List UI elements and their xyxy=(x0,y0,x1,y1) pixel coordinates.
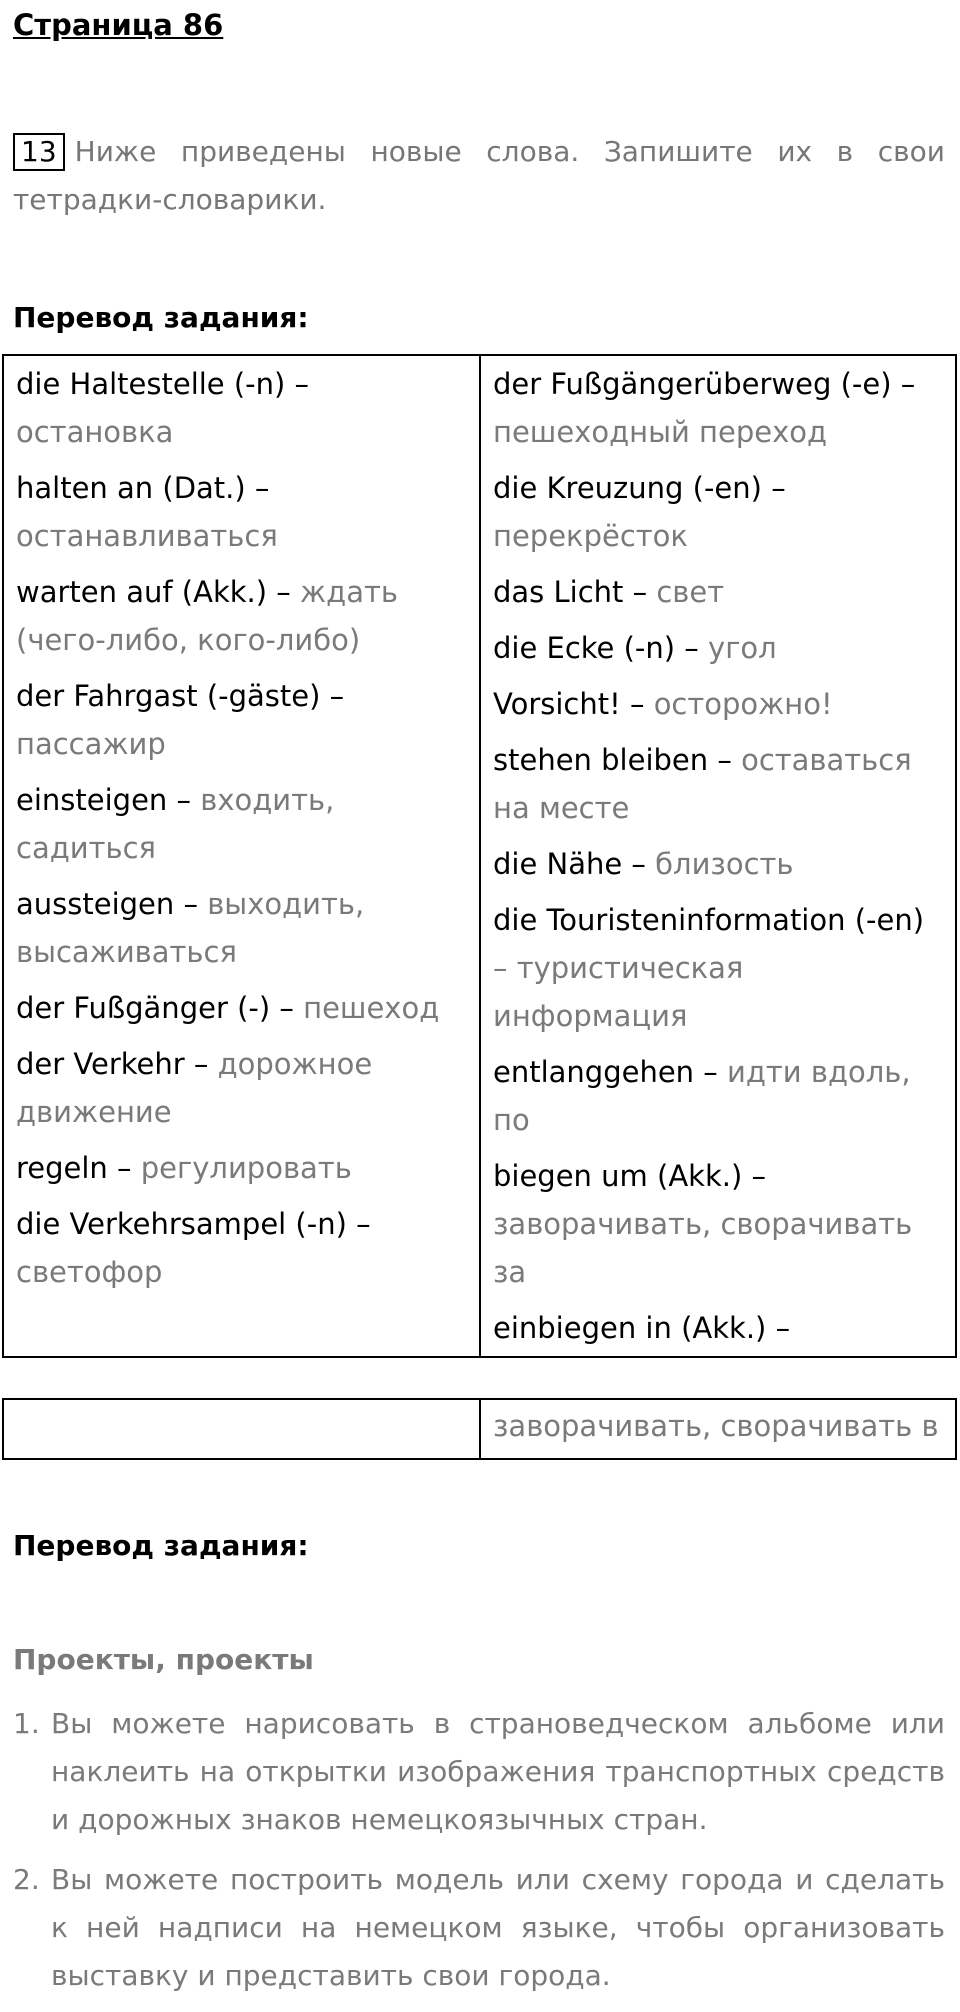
vocab-entry xyxy=(16,460,469,564)
russian-translation: ждать (чего-либо, кого-либо) xyxy=(16,575,398,657)
continuation-cell: заворачивать, сворачивать в xyxy=(480,1399,956,1459)
russian-translation: останавливаться xyxy=(16,519,278,553)
german-word: halten an (Dat.) – xyxy=(16,471,270,505)
vocab-column-right xyxy=(480,355,956,1357)
vocab-column-left xyxy=(3,355,480,1357)
list-text: Вы можете построить модель или схему города и сделать к ней надписи на немецком языке, чтобы организовать выставку и представить свои города. xyxy=(51,1863,945,1992)
russian-translation: – туристическая информация xyxy=(493,951,744,1033)
vocab-entry xyxy=(16,668,469,772)
task-word: новые xyxy=(370,135,462,168)
task-word: Ниже xyxy=(74,135,157,168)
task-word: свои xyxy=(877,135,945,168)
task-line-1 xyxy=(13,128,945,176)
russian-translation: пассажир xyxy=(16,727,166,761)
translation-heading: Перевод задания: xyxy=(13,1529,309,1562)
vocab-entry xyxy=(16,564,469,668)
german-word: biegen um (Akk.) – xyxy=(493,1159,766,1193)
german-word: der Verkehr – xyxy=(16,1047,209,1081)
vocab-entry xyxy=(493,564,945,620)
vocabulary-table xyxy=(2,354,957,1358)
german-word: warten auf (Akk.) – xyxy=(16,575,291,609)
empty-cell xyxy=(3,1399,480,1459)
german-word: die Haltestelle (-n) – xyxy=(16,367,310,401)
page-title: Страница 86 xyxy=(13,8,224,42)
russian-translation: заворачивать, сворачивать за xyxy=(493,1207,913,1289)
vocab-entry xyxy=(16,1036,469,1140)
projects-list xyxy=(13,1700,945,2012)
russian-translation: близость xyxy=(655,847,794,881)
task-word: приведены xyxy=(180,135,346,168)
vocab-entry xyxy=(493,620,945,676)
german-word: die Kreuzung (-en) – xyxy=(493,471,786,505)
german-word: der Fahrgast (-gäste) – xyxy=(16,679,345,713)
russian-translation: осторожно! xyxy=(653,687,833,721)
translation-heading: Перевод задания: xyxy=(13,301,309,334)
russian-translation: регулировать xyxy=(140,1151,352,1185)
vocab-entry xyxy=(16,876,469,980)
german-word: der Fußgänger (-) – xyxy=(16,991,294,1025)
list-text: Вы можете нарисовать в страноведческом альбоме или наклеить на открытки изображения транспортных средств и дорожных знаков немецкоязычных стран. xyxy=(51,1707,945,1836)
vocabulary-table-continuation xyxy=(2,1398,957,1460)
german-word: einsteigen – xyxy=(16,783,192,817)
projects-title: Проекты, проекты xyxy=(13,1643,314,1676)
russian-translation: оставаться на месте xyxy=(493,743,912,825)
russian-translation: идти вдоль, по xyxy=(493,1055,911,1137)
vocab-entry xyxy=(493,1148,945,1300)
vocab-entry xyxy=(16,772,469,876)
vocab-entry xyxy=(493,1044,945,1148)
list-number: 2. xyxy=(13,1863,40,1896)
list-item xyxy=(13,1856,945,2000)
russian-translation: остановка xyxy=(16,415,174,449)
russian-translation: выходить, высаживаться xyxy=(16,887,365,969)
vocab-entry xyxy=(16,356,469,460)
vocab-entry xyxy=(493,676,945,732)
german-word: stehen bleiben – xyxy=(493,743,732,777)
russian-translation: свет xyxy=(656,575,725,609)
list-number: 1. xyxy=(13,1707,40,1740)
task-number: 13 xyxy=(13,133,65,171)
vocab-entry xyxy=(493,1300,945,1356)
german-word: aussteigen – xyxy=(16,887,198,921)
vocab-entry xyxy=(16,980,469,1036)
task-word: в xyxy=(836,135,854,168)
german-word: entlanggehen – xyxy=(493,1055,718,1089)
task-line-2: тетрадки-словарики. xyxy=(13,183,327,216)
russian-translation: светофор xyxy=(16,1255,163,1289)
german-word: die Touristeninformation (-en) xyxy=(493,903,925,937)
vocab-entry xyxy=(493,732,945,836)
german-word: die Nähe – xyxy=(493,847,646,881)
russian-translation: дорожное движение xyxy=(16,1047,373,1129)
german-word: regeln – xyxy=(16,1151,132,1185)
task-word: слова. xyxy=(486,135,580,168)
german-word: das Licht – xyxy=(493,575,648,609)
vocab-entry xyxy=(493,892,945,1044)
task-word: их xyxy=(777,135,813,168)
vocab-entry xyxy=(493,356,945,460)
vocab-entry xyxy=(493,836,945,892)
russian-translation: угол xyxy=(708,631,777,665)
russian-translation: перекрёсток xyxy=(493,519,688,553)
task-word: Запишите xyxy=(603,135,753,168)
german-word: Vorsicht! – xyxy=(493,687,645,721)
list-item xyxy=(13,1700,945,1844)
german-word: einbiegen in (Akk.) – xyxy=(493,1311,791,1345)
vocab-entry xyxy=(16,1196,469,1300)
vocab-entry xyxy=(16,1140,469,1196)
german-word: die Verkehrsampel (-n) – xyxy=(16,1207,371,1241)
german-word: die Ecke (-n) – xyxy=(493,631,699,665)
german-word: der Fußgängerüberweg (-e) – xyxy=(493,367,916,401)
vocab-entry xyxy=(493,460,945,564)
russian-translation: входить, садиться xyxy=(16,783,335,865)
russian-translation: пешеходный переход xyxy=(493,415,828,449)
task-block xyxy=(13,128,945,224)
russian-translation: пешеход xyxy=(303,991,440,1025)
